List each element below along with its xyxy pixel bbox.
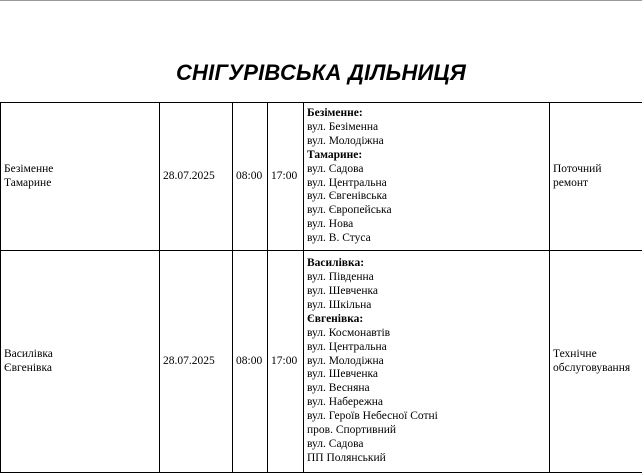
street-item: вул. Південна [307, 271, 546, 285]
settlement-heading: Тамарине: [307, 149, 546, 163]
end-time-cell: 17:00 [268, 103, 304, 251]
start-time-cell: 08:00 [233, 103, 268, 251]
street-item: вул. Набережна [307, 396, 546, 410]
settlement-heading: Безіменне: [307, 107, 546, 121]
street-item: вул. Євгенівська [307, 190, 546, 204]
outage-schedule-table [0, 102, 642, 473]
street-item: вул. Центральна [307, 341, 546, 355]
settlement-name: Євгенівка [4, 362, 156, 376]
work-type-line: ремонт [553, 177, 639, 191]
settlement-name: Тамарине [4, 177, 156, 191]
settlement-name: Безіменне [4, 163, 156, 177]
street-item: вул. Героїв Небесної Сотні [307, 410, 546, 424]
work-type-line: Поточний [553, 163, 639, 177]
streets-cell [304, 251, 550, 473]
work-type-line: Технічне [553, 348, 639, 362]
street-item: вул. Шевченка [307, 285, 546, 299]
work-type-cell [550, 103, 642, 251]
settlement-heading: Євгенівка: [307, 313, 546, 327]
street-item: вул. Центральна [307, 177, 546, 191]
settlement-heading: Василівка: [307, 257, 546, 271]
settlement-name: Василівка [4, 348, 156, 362]
end-time-cell: 17:00 [268, 251, 304, 473]
work-type-line: обслуговування [553, 362, 639, 376]
street-item: вул. Європейська [307, 204, 546, 218]
settlements-cell [1, 251, 160, 473]
street-item: пров. Спортивний [307, 424, 546, 438]
settlements-cell [1, 103, 160, 251]
street-item: ПП Полянський [307, 452, 546, 466]
street-item: вул. Молодіжна [307, 135, 546, 149]
work-type-cell [550, 251, 642, 473]
street-item: вул. Садова [307, 438, 546, 452]
street-item: вул. Космонавтів [307, 327, 546, 341]
street-item: вул. Шкільна [307, 299, 546, 313]
street-item: вул. Садова [307, 163, 546, 177]
street-item: вул. Нова [307, 218, 546, 232]
date-cell: 28.07.2025 [160, 251, 233, 473]
table-row [1, 251, 642, 473]
start-time-cell: 08:00 [233, 251, 268, 473]
table-row [1, 103, 642, 251]
street-item: вул. Молодіжна [307, 355, 546, 369]
street-item: вул. Безіменна [307, 121, 546, 135]
date-cell: 28.07.2025 [160, 103, 233, 251]
street-item: вул. В. Стуса [307, 232, 546, 246]
top-border-line [0, 0, 642, 1]
streets-cell [304, 103, 550, 251]
street-item: вул. Весняна [307, 382, 546, 396]
street-item: вул. Шевченка [307, 368, 546, 382]
page-title: СНІГУРІВСЬКА ДІЛЬНИЦЯ [0, 58, 642, 88]
